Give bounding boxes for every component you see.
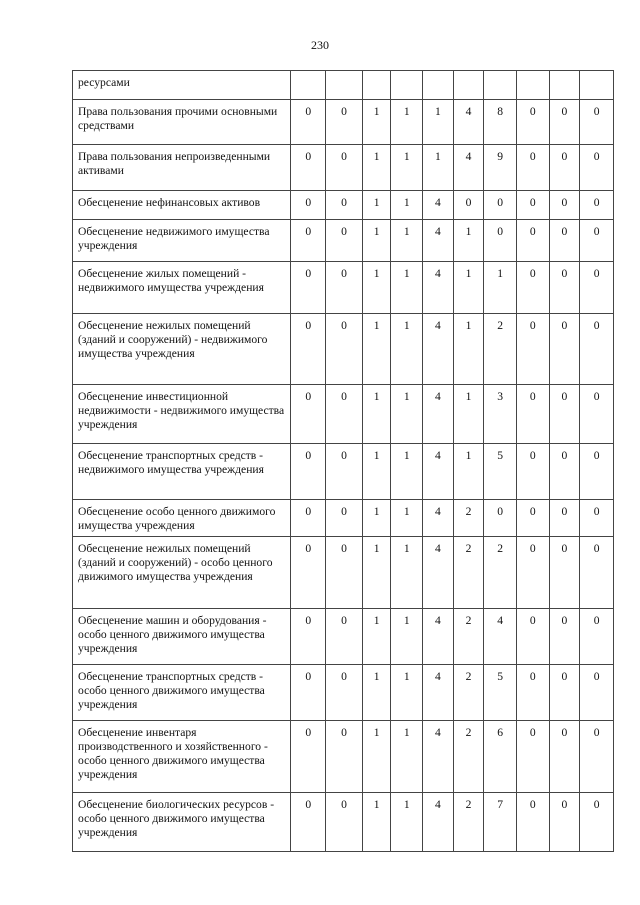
account-name-cell: Обесценение машин и оборудования - особо ценного движимого имущества учреждения	[73, 609, 291, 665]
code-digit-cell: 0	[326, 444, 363, 500]
code-digit-cell: 1	[484, 262, 517, 314]
code-digit-cell: 0	[484, 220, 517, 262]
code-digit-cell: 0	[580, 385, 614, 444]
code-digit-cell: 5	[484, 444, 517, 500]
code-digit-cell: 0	[326, 314, 363, 385]
table-row	[73, 100, 614, 145]
code-digit-cell: 4	[423, 609, 454, 665]
account-name-cell: Обесценение инвестиционной недвижимости - недвижимого имущества учреждения	[73, 385, 291, 444]
code-digit-cell: 0	[516, 721, 549, 793]
code-digit-cell: 0	[516, 537, 549, 609]
code-digit-cell: 4	[453, 145, 484, 191]
code-digit-cell: 0	[291, 191, 326, 220]
code-digit-cell: 2	[453, 500, 484, 537]
code-digit-cell: 1	[362, 721, 391, 793]
code-digit-cell: 0	[326, 500, 363, 537]
account-name-cell: Обесценение недвижимого имущества учреждения	[73, 220, 291, 262]
code-digit-cell: 1	[391, 444, 423, 500]
code-digit-cell: 0	[291, 220, 326, 262]
table-row	[73, 220, 614, 262]
code-digit-cell: 4	[423, 385, 454, 444]
code-digit-cell: 1	[362, 191, 391, 220]
account-name-cell: Обесценение нежилых помещений (зданий и сооружений) - недвижимого имущества учреждения	[73, 314, 291, 385]
code-digit-cell: 0	[291, 385, 326, 444]
code-digit-cell: 1	[391, 721, 423, 793]
code-digit-cell: 0	[549, 262, 580, 314]
code-digit-cell: 0	[580, 537, 614, 609]
code-digit-cell: 0	[516, 665, 549, 721]
code-digit-cell: 0	[516, 444, 549, 500]
code-digit-cell: 1	[391, 537, 423, 609]
code-digit-cell: 2	[484, 314, 517, 385]
code-digit-cell: 3	[484, 385, 517, 444]
code-digit-cell: 0	[453, 191, 484, 220]
code-digit-cell: 4	[423, 220, 454, 262]
code-digit-cell: 1	[391, 145, 423, 191]
code-digit-cell	[453, 71, 484, 100]
code-digit-cell: 0	[580, 793, 614, 852]
code-digit-cell: 0	[291, 444, 326, 500]
code-digit-cell	[580, 71, 614, 100]
account-name-cell: Обесценение жилых помещений - недвижимого имущества учреждения	[73, 262, 291, 314]
code-digit-cell: 0	[516, 262, 549, 314]
table-row	[73, 500, 614, 537]
code-digit-cell: 4	[423, 500, 454, 537]
code-digit-cell: 4	[423, 262, 454, 314]
table-row	[73, 145, 614, 191]
code-digit-cell: 0	[580, 609, 614, 665]
table-row	[73, 385, 614, 444]
code-digit-cell	[484, 71, 517, 100]
account-codes-table	[72, 70, 614, 852]
table-row	[73, 314, 614, 385]
code-digit-cell: 0	[516, 793, 549, 852]
code-digit-cell: 0	[326, 665, 363, 721]
code-digit-cell: 1	[362, 314, 391, 385]
code-digit-cell: 0	[291, 793, 326, 852]
code-digit-cell: 2	[453, 793, 484, 852]
code-digit-cell: 7	[484, 793, 517, 852]
code-digit-cell: 1	[391, 100, 423, 145]
code-digit-cell: 0	[484, 191, 517, 220]
code-digit-cell: 1	[391, 220, 423, 262]
code-digit-cell: 6	[484, 721, 517, 793]
code-digit-cell: 1	[453, 385, 484, 444]
code-digit-cell: 4	[423, 444, 454, 500]
code-digit-cell: 0	[549, 665, 580, 721]
code-digit-cell	[326, 71, 363, 100]
code-digit-cell: 0	[326, 100, 363, 145]
code-digit-cell: 1	[362, 220, 391, 262]
account-name-cell: Обесценение транспортных средств - недвижимого имущества учреждения	[73, 444, 291, 500]
code-digit-cell: 0	[549, 145, 580, 191]
code-digit-cell: 1	[391, 191, 423, 220]
code-digit-cell: 0	[549, 721, 580, 793]
code-digit-cell: 4	[484, 609, 517, 665]
code-digit-cell: 9	[484, 145, 517, 191]
page-number: 230	[311, 38, 329, 52]
code-digit-cell: 4	[423, 191, 454, 220]
code-digit-cell	[549, 71, 580, 100]
code-digit-cell: 0	[326, 537, 363, 609]
code-digit-cell: 0	[549, 793, 580, 852]
code-digit-cell: 0	[580, 721, 614, 793]
account-name-cell: Права пользования непроизведенными активами	[73, 145, 291, 191]
table-row	[73, 71, 614, 100]
code-digit-cell: 0	[326, 191, 363, 220]
code-digit-cell: 0	[549, 385, 580, 444]
code-digit-cell: 0	[516, 385, 549, 444]
code-digit-cell: 0	[516, 220, 549, 262]
code-digit-cell: 1	[391, 385, 423, 444]
code-digit-cell: 0	[580, 220, 614, 262]
account-name-cell: ресурсами	[73, 71, 291, 100]
code-digit-cell: 0	[549, 609, 580, 665]
code-digit-cell: 0	[549, 500, 580, 537]
code-digit-cell: 2	[484, 537, 517, 609]
code-digit-cell: 0	[549, 314, 580, 385]
code-digit-cell: 1	[362, 665, 391, 721]
code-digit-cell: 1	[391, 665, 423, 721]
code-digit-cell: 0	[326, 220, 363, 262]
code-digit-cell: 1	[391, 793, 423, 852]
account-name-cell: Обесценение нежилых помещений (зданий и сооружений) - особо ценного движимого имущества учреждения	[73, 537, 291, 609]
code-digit-cell: 1	[423, 100, 454, 145]
code-digit-cell: 1	[453, 444, 484, 500]
code-digit-cell: 4	[423, 665, 454, 721]
code-digit-cell: 0	[484, 500, 517, 537]
code-digit-cell: 0	[580, 100, 614, 145]
table-row	[73, 537, 614, 609]
account-name-cell: Обесценение особо ценного движимого имущества учреждения	[73, 500, 291, 537]
code-digit-cell: 0	[291, 100, 326, 145]
code-digit-cell: 0	[549, 220, 580, 262]
code-digit-cell: 0	[580, 500, 614, 537]
code-digit-cell	[291, 71, 326, 100]
account-name-cell: Обесценение инвентаря производственного и хозяйственного - особо ценного движимого имущества учреждения	[73, 721, 291, 793]
code-digit-cell: 0	[580, 262, 614, 314]
code-digit-cell: 4	[423, 793, 454, 852]
code-digit-cell: 0	[516, 609, 549, 665]
code-digit-cell: 8	[484, 100, 517, 145]
code-digit-cell: 0	[326, 721, 363, 793]
code-digit-cell: 2	[453, 665, 484, 721]
code-digit-cell: 0	[580, 444, 614, 500]
table-row	[73, 793, 614, 852]
code-digit-cell: 0	[580, 665, 614, 721]
code-digit-cell: 0	[326, 145, 363, 191]
code-digit-cell: 4	[423, 314, 454, 385]
code-digit-cell: 0	[326, 262, 363, 314]
code-digit-cell: 1	[391, 262, 423, 314]
code-digit-cell: 0	[291, 500, 326, 537]
account-name-cell: Обесценение биологических ресурсов - особо ценного движимого имущества учреждения	[73, 793, 291, 852]
table-row	[73, 191, 614, 220]
code-digit-cell: 4	[423, 537, 454, 609]
code-digit-cell	[362, 71, 391, 100]
code-digit-cell: 1	[362, 385, 391, 444]
code-digit-cell	[423, 71, 454, 100]
code-digit-cell: 0	[516, 191, 549, 220]
code-digit-cell: 0	[326, 609, 363, 665]
table-row	[73, 262, 614, 314]
code-digit-cell: 2	[453, 721, 484, 793]
code-digit-cell	[391, 71, 423, 100]
table-body	[73, 71, 614, 852]
code-digit-cell: 0	[291, 145, 326, 191]
code-digit-cell: 1	[423, 145, 454, 191]
code-digit-cell: 0	[291, 665, 326, 721]
code-digit-cell: 0	[516, 314, 549, 385]
code-digit-cell: 0	[549, 191, 580, 220]
code-digit-cell: 1	[453, 314, 484, 385]
code-digit-cell: 0	[516, 145, 549, 191]
code-digit-cell: 1	[362, 537, 391, 609]
account-name-cell: Обесценение нефинансовых активов	[73, 191, 291, 220]
code-digit-cell: 0	[291, 721, 326, 793]
table-row	[73, 721, 614, 793]
code-digit-cell: 1	[362, 500, 391, 537]
code-digit-cell: 0	[291, 537, 326, 609]
code-digit-cell: 1	[453, 262, 484, 314]
code-digit-cell	[516, 71, 549, 100]
table-row	[73, 444, 614, 500]
code-digit-cell: 0	[291, 314, 326, 385]
code-digit-cell: 4	[423, 721, 454, 793]
code-digit-cell: 1	[391, 314, 423, 385]
code-digit-cell: 0	[291, 262, 326, 314]
code-digit-cell: 0	[549, 444, 580, 500]
code-digit-cell: 2	[453, 537, 484, 609]
code-digit-cell: 1	[362, 262, 391, 314]
table-row	[73, 609, 614, 665]
code-digit-cell: 1	[362, 444, 391, 500]
code-digit-cell: 0	[326, 793, 363, 852]
code-digit-cell: 1	[391, 609, 423, 665]
account-name-cell: Обесценение транспортных средств - особо ценного движимого имущества учреждения	[73, 665, 291, 721]
code-digit-cell: 0	[580, 145, 614, 191]
code-digit-cell: 1	[391, 500, 423, 537]
code-digit-cell: 1	[362, 609, 391, 665]
code-digit-cell: 0	[516, 100, 549, 145]
code-digit-cell: 2	[453, 609, 484, 665]
account-name-cell: Права пользования прочими основными средствами	[73, 100, 291, 145]
code-digit-cell: 0	[580, 191, 614, 220]
code-digit-cell: 1	[362, 100, 391, 145]
code-digit-cell: 0	[291, 609, 326, 665]
code-digit-cell: 4	[453, 100, 484, 145]
code-digit-cell: 1	[362, 145, 391, 191]
table-row	[73, 665, 614, 721]
code-digit-cell: 0	[549, 100, 580, 145]
code-digit-cell: 0	[326, 385, 363, 444]
code-digit-cell: 5	[484, 665, 517, 721]
code-digit-cell: 0	[516, 500, 549, 537]
code-digit-cell: 1	[453, 220, 484, 262]
code-digit-cell: 0	[580, 314, 614, 385]
code-digit-cell: 0	[549, 537, 580, 609]
code-digit-cell: 1	[362, 793, 391, 852]
